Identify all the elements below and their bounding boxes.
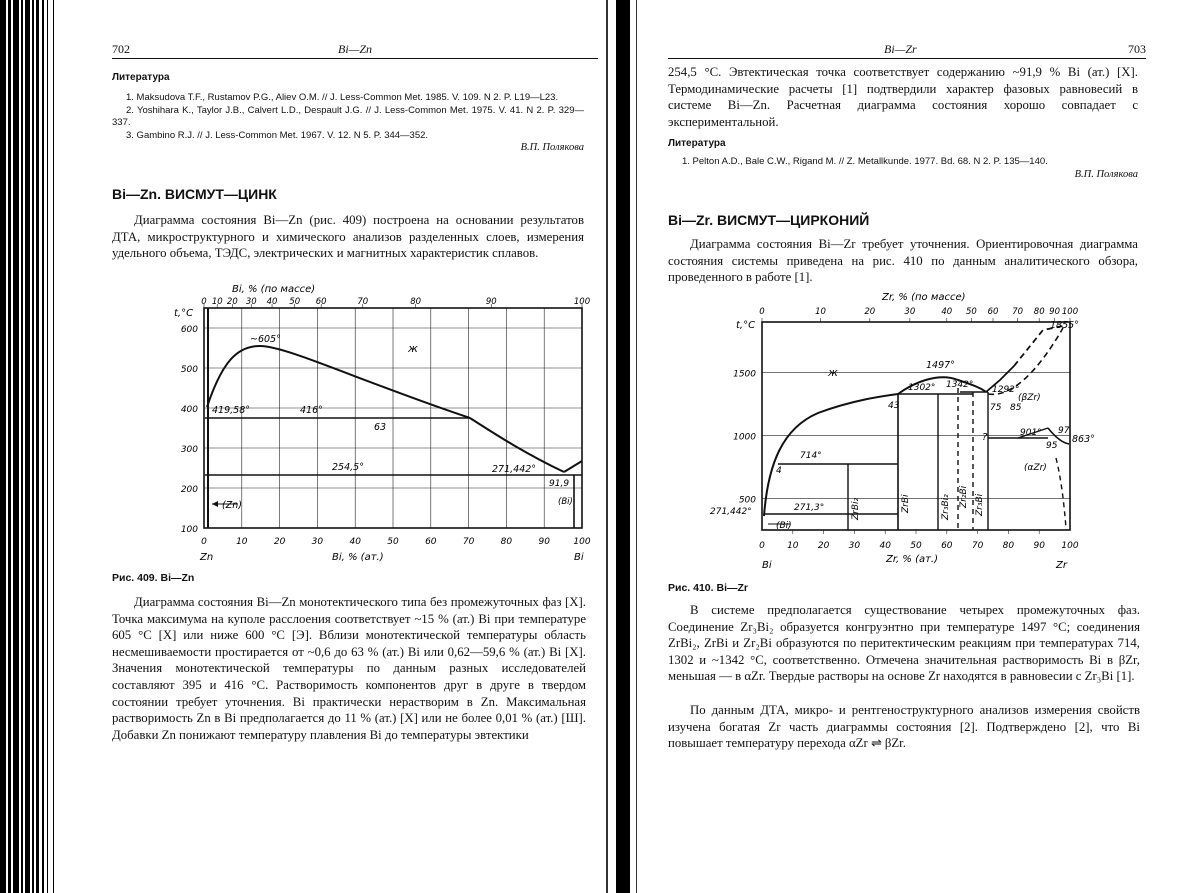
references-list	[668, 156, 1138, 180]
label-4: 4	[776, 466, 782, 476]
label-1855: 1855°	[1050, 320, 1079, 331]
plot-frame	[762, 322, 1070, 530]
top-axis-label: Zr, % (по массе)	[882, 292, 966, 303]
section-title: Bi—Zr. ВИСМУТ—ЦИРКОНИЙ	[668, 212, 870, 228]
top-tick-label: 70	[1012, 307, 1024, 317]
label-863: 863°	[1072, 434, 1095, 445]
author-signature: В.П. Полякова	[520, 142, 584, 153]
y-axis-label: t,°C	[736, 320, 756, 331]
bottom-axis-label: Bi, % (ат.)	[332, 552, 384, 563]
top-paragraph: 254,5 °С. Эвтектическая точка соответствует содержанию ~91,9 % Bi (ат.) [X]. Термодинамические расчеты [1] подтвердили характер фазовых равновесий в системе Bi—Zn. Расчетная диаграмма состояния хорошо совпадает с экспериментальной.	[668, 65, 1138, 129]
y-tick-label: 500	[738, 495, 756, 506]
label-zr3bi: Zr₃Bi	[975, 493, 985, 516]
y-tick-label: 1500	[733, 369, 756, 380]
label-1292: 1292°	[992, 385, 1020, 395]
body-paragraph: Диаграмма состояния Bi—Zn монотектического типа без промежуточных фаз [X]. Точка максимума на куполе расслоения соответствует ~15 % (ат.) Bi при температуре 605 °С [X] или ниже 600 °С [Э]. Вблизи монотектической температуры область несмешиваемости простирается от ~0,6 до 63 % (ат.) Bi или 0,62—59,6 % (ат.) Bi [X]. Значения монотектической температуры по данным разных исследователей составляют 395 и 416 °С. Растворимость компонентов друг в друге в твердом состоянии требует уточнения. Bi практически нерастворим в Zn. Максимальная растворимость Zn в Bi предполагается до 11 % (ат.) [X] или не более 0,01 % (ат.) [Ш]. Добавки Zn понижают температуру плавления Bi до температуры эвтектики	[112, 595, 586, 742]
figure-caption: Рис. 409. Bi—Zn	[112, 572, 195, 584]
running-title: Bi—Zn	[338, 42, 373, 56]
page-number: 703	[1128, 42, 1146, 56]
right-element: Bi	[574, 552, 584, 563]
figure-410-diagram	[668, 288, 1146, 574]
page-number: 702	[112, 42, 130, 56]
left-element: Zn	[200, 552, 214, 563]
label-monotectic: 416°	[300, 405, 323, 416]
grid	[762, 318, 1070, 534]
label-1342: 1342°	[946, 380, 974, 390]
book-gutter	[616, 0, 630, 893]
top-tick-label: 0	[201, 297, 207, 307]
bottom-tick-label: 0	[201, 537, 207, 547]
y-axis-ticks	[733, 369, 756, 505]
bottom-tick-label: 20	[273, 537, 286, 547]
top-tick-label: 80	[1033, 307, 1045, 317]
reference-item: 2. Yoshihara K., Taylor J.B., Calvert L.D., Despault J.G. // J. Less-Common Met. 1975. V. 41. N 2. P. 329—337.	[112, 104, 584, 128]
gutter-line	[636, 0, 637, 893]
bottom-tick-label: 40	[879, 541, 891, 551]
left-page	[112, 0, 598, 893]
label-eutectic: 254,5°	[332, 462, 364, 473]
bottom-tick-label: 80	[1002, 541, 1015, 551]
label-1497: 1497°	[926, 360, 955, 371]
bottom-axis-label: Zr, % (ат.)	[886, 554, 939, 565]
y-tick-label: 600	[180, 325, 198, 335]
top-tick-label: 50	[289, 297, 301, 307]
intro-paragraph: Диаграмма состояния Bi—Zn (рис. 409) построена на основании результатов ДТА, микроструктурного и химического анализов разделенных слоев, измерения удельного объема, ТЭДС, электрических и магнитных характеристик сплавов.	[112, 213, 584, 261]
label-zn-phase: (Zn)	[222, 500, 242, 511]
top-tick-label: 100	[1061, 307, 1079, 317]
reference-item: 1. Maksudova T.F., Rustamov P.G., Aliev O.M. // J. Less-Common Met. 1985. V. 109. N 2. P. L19—L23.	[126, 92, 559, 103]
bi-liquidus	[564, 461, 582, 472]
liquidus-left	[764, 394, 898, 516]
label-97: 97	[1058, 426, 1070, 436]
top-tick-label: 40	[941, 307, 953, 317]
liquidus-dashed	[1014, 326, 1063, 366]
y-tick-label: 500	[180, 365, 198, 375]
y-tick-label: 200	[180, 485, 198, 495]
top-tick-label: 90	[485, 297, 497, 307]
bottom-tick-label: 90	[538, 537, 550, 547]
label-1302: 1302°	[908, 383, 936, 393]
label-max: ~605°	[250, 334, 281, 345]
label-75: 75	[990, 403, 1002, 413]
label-beta-zr: (βZr)	[1018, 393, 1041, 403]
y-tick-label: 1000	[733, 432, 756, 443]
reference-item: 3. Gambino R.J. // J. Less-Common Met. 1967. V. 12. N 5. P. 344—352.	[126, 129, 429, 141]
y-tick-label: 400	[180, 405, 198, 415]
figure-caption: Рис. 410. Bi—Zr	[668, 582, 748, 594]
top-axis-ticks	[759, 307, 1078, 317]
left-element: Bi	[762, 560, 772, 571]
bottom-tick-label: 70	[462, 537, 475, 547]
bottom-tick-label: 40	[349, 537, 361, 547]
y-tick-label: 300	[180, 445, 198, 455]
label-bi-phase: (Bi)	[558, 497, 573, 507]
bottom-tick-label: 90	[1033, 541, 1045, 551]
label-714: 714°	[800, 451, 822, 461]
top-tick-label: 30	[904, 307, 916, 317]
bottom-tick-label: 50	[910, 541, 922, 551]
label-43: 43	[888, 401, 900, 411]
top-tick-label: 100	[573, 297, 591, 307]
zn-arrow-head	[212, 501, 218, 507]
label-bi-phase: (Bi)	[776, 521, 792, 531]
label-zr2bi: Zr₂Bi	[959, 485, 969, 508]
top-tick-label: 0	[759, 307, 765, 317]
label-901: 901°	[1020, 428, 1042, 438]
top-tick-label: 60	[987, 307, 999, 317]
gutter-line	[606, 0, 608, 893]
top-tick-label: 40	[266, 297, 278, 307]
right-page-header	[668, 40, 1146, 59]
label-question: ?	[982, 432, 988, 443]
top-tick-label: 70	[357, 297, 369, 307]
label-63: 63	[374, 422, 387, 433]
top-tick-label: 90	[1049, 307, 1061, 317]
figure-409-diagram	[112, 282, 598, 578]
references-title: Литература	[668, 138, 726, 149]
top-tick-label: 10	[211, 297, 223, 307]
author-signature: В.П. Полякова	[1074, 168, 1138, 180]
label-mono-left: 419,58°	[212, 405, 250, 416]
top-tick-label: 20	[864, 307, 876, 317]
bottom-tick-label: 60	[425, 537, 437, 547]
y-tick-label: 100	[180, 525, 198, 535]
bottom-tick-label: 70	[971, 541, 984, 551]
top-axis-ticks	[201, 297, 590, 307]
bottom-tick-label: 30	[848, 541, 861, 551]
label-2713: 271,3°	[794, 503, 825, 513]
label-liquid: ж	[408, 342, 418, 355]
label-zrbi: ZrBi	[901, 494, 911, 513]
right-element: Zr	[1056, 560, 1067, 571]
book-spine-left	[0, 0, 62, 893]
bottom-tick-label: 30	[311, 537, 324, 547]
top-tick-label: 10	[815, 307, 826, 317]
right-page	[668, 0, 1146, 893]
references-title: Литература	[112, 72, 170, 83]
bottom-tick-label: 20	[817, 541, 830, 551]
label-919: 91,9	[549, 479, 570, 489]
bottom-tick-label: 10	[236, 537, 248, 547]
references-list	[112, 92, 584, 153]
bottom-tick-label: 50	[387, 537, 399, 547]
label-95: 95	[1046, 441, 1058, 451]
bottom-tick-label: 100	[1061, 541, 1079, 551]
bottom-axis-ticks	[201, 537, 591, 547]
bottom-axis-ticks	[759, 541, 1079, 551]
top-tick-label: 50	[966, 307, 977, 317]
label-zr3bi2: Zr₃Bi₂	[941, 494, 951, 520]
left-page-header	[112, 40, 598, 59]
intro-paragraph: Диаграмма состояния Bi—Zr требует уточнения. Ориентировочная диаграмма состояния системы приведена на рис. 410 по данным аналитического обзора, проведенного в работе [1].	[668, 237, 1138, 285]
bottom-tick-label: 80	[500, 537, 513, 547]
reference-item: 1. Pelton A.D., Bale C.W., Rigand M. // Z. Metallkunde. 1977. Bd. 68. N 2. P. 135—140.	[682, 156, 1048, 167]
label-271442: 271,442°	[710, 507, 752, 517]
top-tick-label: 30	[245, 297, 257, 307]
bottom-tick-label: 60	[941, 541, 953, 551]
label-85: 85	[1010, 403, 1022, 413]
top-tick-label: 20	[226, 297, 238, 307]
label-liquid: ж	[828, 366, 838, 379]
y-axis-ticks	[181, 325, 198, 535]
bottom-tick-label: 10	[787, 541, 799, 551]
body-paragraph-1: В системе предполагается существование четырех промежуточных фаз. Соединение Zr₃Bi₂ образуется конгруэнтно при температуре 1497 °С; соединения ZrBi₂, ZrBi и Zr₂Bi образуются по перитектическим реакциям при температурах 714, 1302 и ~1342 °С, соответственно. Отмечена значительная растворимость Bi в βZr, меньшая — в αZr. Твердые растворы на основе Zr находятся в равновесии с Zr₃Bi [1].	[668, 603, 1140, 684]
top-axis-label: Bi, % (по массе)	[232, 284, 316, 295]
alpha-solvus	[1056, 458, 1066, 528]
bottom-tick-label: 0	[759, 541, 765, 551]
section-title: Bi—Zn. ВИСМУТ—ЦИНК	[112, 186, 277, 202]
y-axis-label: t,°C	[174, 308, 194, 319]
label-bi-melting: 271,442°	[492, 464, 537, 475]
body-paragraph-2: По данным ДТА, микро- и рентгеноструктурного анализов измерения свойств изучена богатая Zr часть диаграммы состояния [2]. Подтверждено [2], что Bi повышает температуру перехода αZr ⇌ βZr.	[668, 703, 1140, 751]
bottom-tick-label: 100	[573, 537, 591, 547]
label-alpha-zr: (αZr)	[1024, 463, 1047, 473]
running-title: Bi—Zr	[884, 42, 917, 56]
label-zrbi2: ZrBi₂	[851, 497, 861, 520]
top-tick-label: 60	[315, 297, 327, 307]
top-tick-label: 80	[410, 297, 422, 307]
